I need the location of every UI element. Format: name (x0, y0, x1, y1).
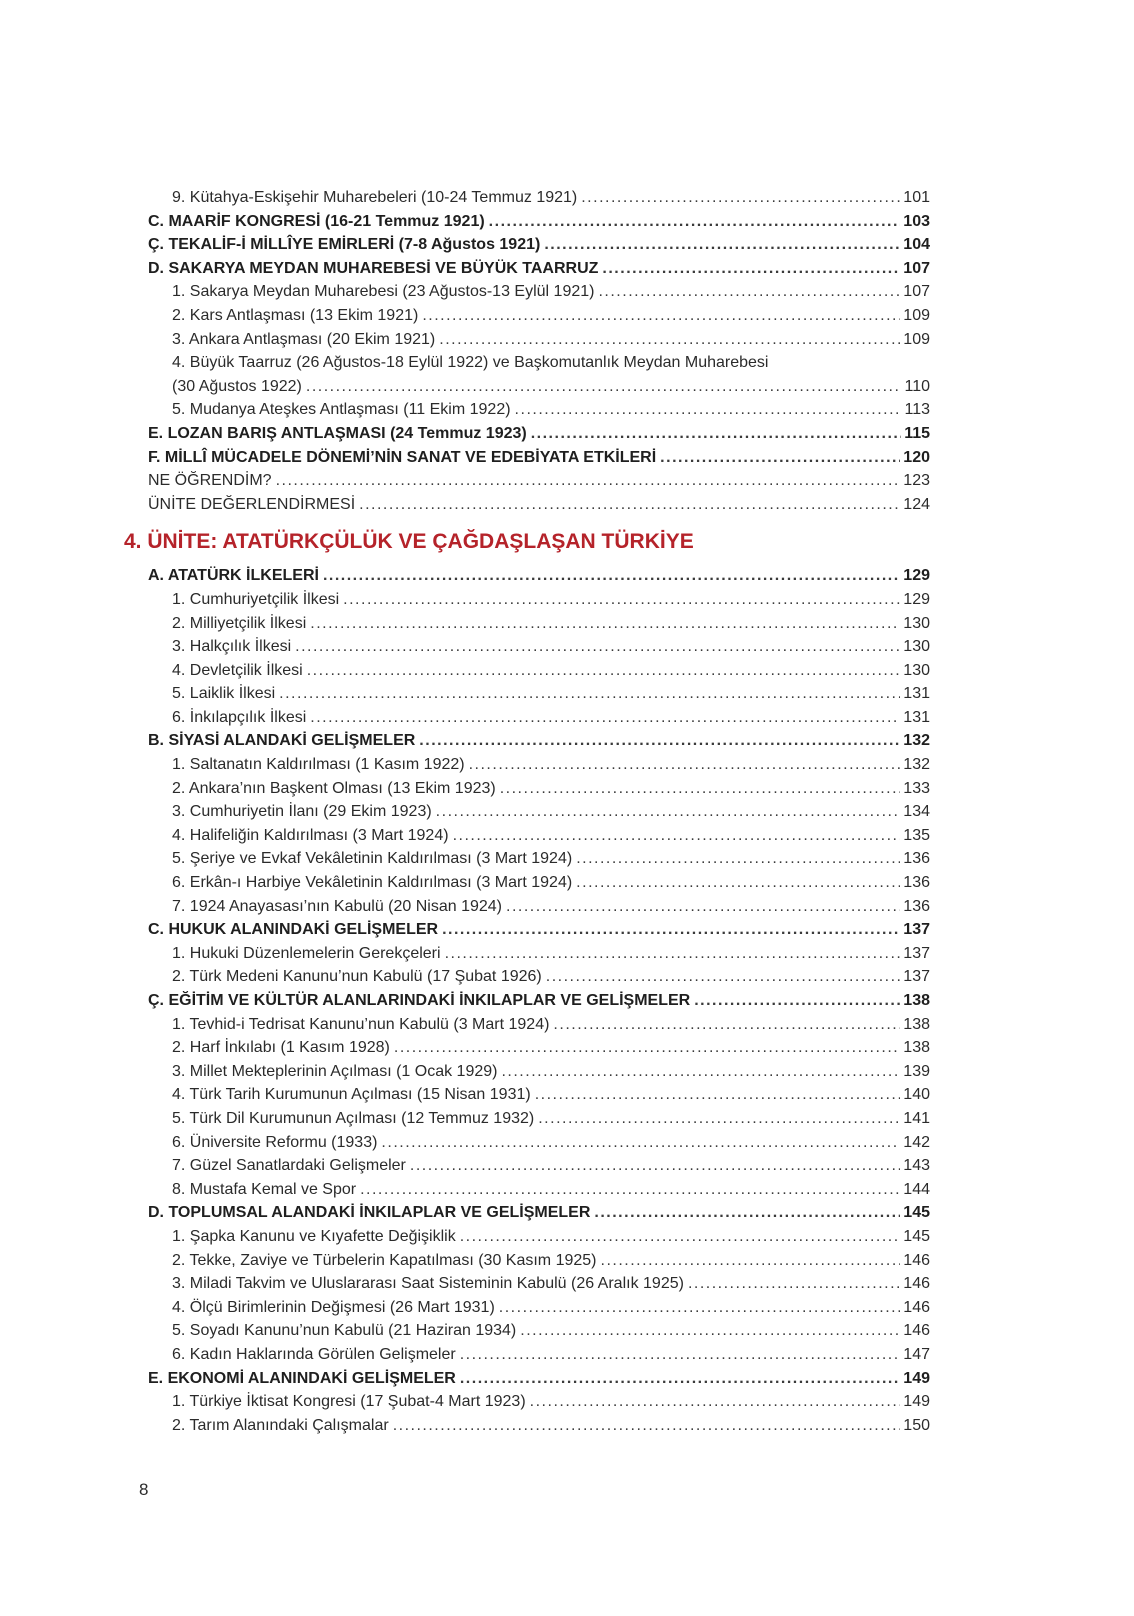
dot-leader (460, 1367, 900, 1391)
toc-entry-title: 1. Türkiye İktisat Kongresi (17 Şubat-4 Mart 1923) (172, 1393, 526, 1411)
toc-entry-page: 143 (903, 1157, 930, 1175)
toc-entry-page: 141 (903, 1109, 930, 1127)
toc-entry-page: 130 (903, 638, 930, 656)
dot-leader (276, 469, 901, 493)
toc-entry-page: 138 (903, 1039, 930, 1057)
toc-entry (124, 942, 930, 966)
toc-entry-title: 1. Tevhid-i Tedrisat Kanunu’nun Kabulü (3 Mart 1924) (172, 1015, 550, 1033)
toc-entry-title: 5. Şeriye ve Evkaf Vekâletinin Kaldırılması (3 Mart 1924) (172, 850, 573, 868)
toc-entry-title: Ç. EĞİTİM VE KÜLTÜR ALANLARINDAKİ İNKILAPLAR VE GELİŞMELER (148, 992, 691, 1009)
toc-entry (124, 895, 930, 919)
toc-entry (124, 375, 930, 399)
dot-leader (544, 233, 900, 257)
dot-leader (520, 1319, 900, 1343)
toc-entry-page: 115 (904, 424, 930, 442)
dot-leader (594, 1201, 900, 1225)
toc-entry-title: C. HUKUK ALANINDAKİ GELİŞMELER (148, 921, 439, 939)
toc-entry-page: 124 (903, 495, 930, 513)
dot-leader (393, 1414, 901, 1438)
toc-entry (124, 753, 930, 777)
toc-entry-title: B. SİYASİ ALANDAKİ GELİŞMELER (148, 732, 416, 750)
toc-entry (124, 233, 930, 257)
toc-entry (124, 1036, 930, 1060)
dot-leader (489, 210, 901, 234)
dot-leader (576, 847, 900, 871)
toc-entry-title: 9. Kütahya-Eskişehir Muharebeleri (10-24 Temmuz 1921) (172, 189, 578, 206)
toc-entry (124, 1319, 930, 1343)
toc-entry-page: 107 (903, 283, 930, 301)
dot-leader (660, 446, 900, 470)
toc-entry-page: 136 (903, 897, 930, 915)
toc-entry-page: 137 (903, 944, 930, 962)
toc-entry (124, 1414, 930, 1438)
toc-entry-title: E. LOZAN BARIŞ ANTLAŞMASI (24 Temmuz 1923) (148, 424, 527, 442)
dot-leader (460, 1225, 901, 1249)
toc-entry-page: 107 (903, 259, 930, 277)
dot-leader (439, 328, 900, 352)
toc-entry-page: 132 (903, 756, 930, 774)
toc-entry-title: 3. Halkçılık İlkesi (172, 638, 292, 656)
toc-entry-title: 3. Miladi Takvim ve Uluslararası Saat Sisteminin Kabulü (26 Aralık 1925) (172, 1275, 684, 1293)
toc-entry-title: 3. Cumhuriyetin İlanı (29 Ekim 1923) (172, 803, 432, 821)
dot-leader (307, 659, 901, 683)
toc-entry (124, 564, 930, 588)
toc-entry (124, 210, 930, 234)
toc-entry (124, 469, 930, 493)
toc-entry (124, 612, 930, 636)
toc-entry-title: C. MAARİF KONGRESİ (16-21 Temmuz 1921) (148, 212, 485, 230)
toc-entry (124, 800, 930, 824)
toc-entry (124, 446, 930, 470)
dot-leader (581, 186, 900, 210)
dot-leader (306, 375, 902, 399)
toc-entry (124, 1367, 930, 1391)
toc-entry-page: 131 (903, 708, 930, 726)
dot-leader (694, 989, 900, 1013)
dot-leader (381, 1131, 900, 1155)
toc-entry-page: 109 (903, 306, 930, 324)
toc-entry (124, 493, 930, 517)
toc-entry-title: ÜNİTE DEĞERLENDİRMESİ (148, 495, 356, 513)
dot-leader (469, 753, 901, 777)
toc-entry-title: 1. Saltanatın Kaldırılması (1 Kasım 1922) (172, 756, 465, 774)
toc-entry-page: 145 (903, 1204, 930, 1222)
toc-entry (124, 1225, 930, 1249)
dot-leader (436, 800, 901, 824)
dot-leader (279, 682, 900, 706)
toc-entry-title: 3. Ankara Antlaşması (20 Ekim 1921) (172, 330, 436, 348)
toc-entry-title: 1. Hukuki Düzenlemelerin Gerekçeleri (172, 944, 441, 962)
toc-entry-title: 8. Mustafa Kemal ve Spor (172, 1180, 357, 1198)
toc-entry (124, 682, 930, 706)
toc-entry-page: 109 (903, 330, 930, 348)
toc-entry (124, 659, 930, 683)
dot-leader (602, 257, 900, 281)
dot-leader (553, 1013, 900, 1037)
dot-leader (500, 777, 901, 801)
toc-entry-title: 4. Büyük Taarruz (26 Ağustos-18 Eylül 1922) ve Başkomutanlık Meydan Muharebesi (172, 354, 769, 372)
toc-entry-title: NE ÖĞRENDİM? (148, 472, 272, 490)
toc-entry-page: 131 (903, 685, 930, 703)
page-number: 8 (139, 1480, 149, 1499)
toc-entry-page: 123 (903, 472, 930, 490)
toc-entry-page: 136 (903, 850, 930, 868)
dot-leader (530, 1390, 901, 1414)
toc-entry-page: 137 (903, 968, 930, 986)
toc-entry-title: 6. Erkân-ı Harbiye Vekâletinin Kaldırılması (3 Mart 1924) (172, 874, 573, 892)
toc-entry-page: 101 (903, 189, 930, 206)
toc-entry (124, 1390, 930, 1414)
toc-entry-title: 2. Kars Antlaşması (13 Ekim 1921) (172, 306, 419, 324)
toc-entry-title: 2. Türk Medeni Kanunu’nun Kabulü (17 Şubat 1926) (172, 968, 542, 986)
toc-entry-page: 147 (903, 1345, 930, 1363)
toc-entry-page: 139 (903, 1062, 930, 1080)
toc-entry-title: 2. Tekke, Zaviye ve Türbelerin Kapatılması (30 Kasım 1925) (172, 1251, 597, 1269)
toc-entry (124, 588, 930, 612)
toc-entry-page: 133 (903, 779, 930, 797)
toc-entry (124, 1060, 930, 1084)
toc-entry-page: 130 (903, 661, 930, 679)
toc-entry (124, 1131, 930, 1155)
toc-entry (124, 1201, 930, 1225)
toc-entry-page: 150 (903, 1416, 930, 1434)
toc-entry-title: 1. Cumhuriyetçilik İlkesi (172, 590, 340, 608)
toc-entry-title: 5. Mudanya Ateşkes Antlaşması (11 Ekim 1922) (172, 401, 511, 419)
dot-leader (360, 1178, 900, 1202)
toc-entry (124, 1296, 930, 1320)
toc-entry-title: 4. Halifeliğin Kaldırılması (3 Mart 1924) (172, 826, 449, 844)
toc-entry (124, 918, 930, 942)
toc-entry-title: D. SAKARYA MEYDAN MUHAREBESİ VE BÜYÜK TAARRUZ (148, 259, 599, 277)
toc-entry-title: 4. Devletçilik İlkesi (172, 661, 303, 679)
toc-entry-page: 149 (903, 1369, 930, 1387)
dot-leader (576, 871, 900, 895)
toc-entry-title: 3. Millet Mekteplerinin Açılması (1 Ocak 1929) (172, 1062, 498, 1080)
toc-entry (124, 280, 930, 304)
toc-entry (124, 1083, 930, 1107)
toc-entry (124, 257, 930, 281)
toc-entry-title: (30 Ağustos 1922) (172, 377, 302, 395)
toc-entry (124, 422, 930, 446)
dot-leader (359, 493, 900, 517)
toc-entry-page: 146 (903, 1275, 930, 1293)
toc-entry-page: 138 (903, 992, 930, 1009)
dot-leader (460, 1343, 901, 1367)
dot-leader (419, 729, 900, 753)
toc-entry-page: 130 (903, 614, 930, 632)
toc-entry-page: 145 (903, 1227, 930, 1245)
dot-leader (688, 1272, 900, 1296)
toc-entry-title: 2. Ankara’nın Başkent Olması (13 Ekim 1923) (172, 779, 496, 797)
toc-entry-page: 146 (903, 1251, 930, 1269)
toc-entry (124, 1343, 930, 1367)
dot-leader (506, 895, 900, 919)
toc-entry (124, 965, 930, 989)
toc-entry-title: 4. Türk Tarih Kurumunun Açılması (15 Nisan 1931) (172, 1086, 531, 1104)
toc-entry-title: 5. Türk Dil Kurumunun Açılması (12 Temmuz 1932) (172, 1109, 535, 1127)
toc-entry-title: 5. Laiklik İlkesi (172, 685, 276, 703)
toc-entry-title: 1. Sakarya Meydan Muharebesi (23 Ağustos-13 Eylül 1921) (172, 283, 595, 301)
toc-list (124, 186, 930, 1437)
dot-leader (422, 304, 900, 328)
toc-entry-page: 113 (904, 401, 930, 419)
toc-entry (124, 398, 930, 422)
toc-entry (124, 1154, 930, 1178)
toc-entry-page: 146 (903, 1322, 930, 1340)
toc-entry (124, 351, 930, 375)
toc-entry-page: 129 (903, 590, 930, 608)
toc-entry (124, 729, 930, 753)
dot-leader (323, 564, 900, 588)
toc-entry-title: D. TOPLUMSAL ALANDAKİ İNKILAPLAR VE GELİŞMELER (148, 1204, 591, 1222)
toc-entry-title: 6. Üniversite Reformu (1933) (172, 1133, 378, 1151)
toc-entry (124, 989, 930, 1013)
dot-leader (343, 588, 900, 612)
toc-entry-title: 1. Şapka Kanunu ve Kıyafette Değişiklik (172, 1227, 456, 1245)
toc-entry-page: 129 (903, 567, 930, 585)
toc-entry-page: 110 (904, 377, 930, 395)
toc-entry-page: 120 (903, 448, 930, 466)
toc-entry-title: 2. Tarım Alanındaki Çalışmalar (172, 1416, 389, 1434)
dot-leader (598, 280, 900, 304)
dot-leader (531, 422, 901, 446)
unit-heading: 4. ÜNİTE: ATATÜRKÇÜLÜK VE ÇAĞDAŞLAŞAN TÜRKİYE (124, 530, 694, 554)
dot-leader (546, 965, 901, 989)
toc-entry-page: 137 (903, 921, 930, 939)
dot-leader (310, 706, 900, 730)
toc-entry-page: 136 (903, 874, 930, 892)
toc-entry-page: 103 (903, 212, 930, 230)
toc-entry-page: 134 (903, 803, 930, 821)
toc-entry-title: 6. Kadın Haklarında Görülen Gelişmeler (172, 1345, 456, 1363)
dot-leader (515, 398, 902, 422)
toc-entry-title: A. ATATÜRK İLKELERİ (148, 567, 319, 585)
toc-entry (124, 871, 930, 895)
dot-leader (310, 612, 900, 636)
dot-leader (499, 1296, 901, 1320)
toc-entry-page: 144 (903, 1180, 930, 1198)
toc-entry (124, 1272, 930, 1296)
dot-leader (410, 1154, 900, 1178)
toc-entry (124, 635, 930, 659)
toc-entry-page: 146 (903, 1298, 930, 1316)
dot-leader (535, 1083, 901, 1107)
toc-entry (124, 1178, 930, 1202)
toc-entry (124, 1107, 930, 1131)
toc-entry-title: 2. Milliyetçilik İlkesi (172, 614, 307, 632)
dot-leader (538, 1107, 900, 1131)
toc-entry-title: E. EKONOMİ ALANINDAKİ GELİŞMELER (148, 1369, 456, 1387)
toc-entry (124, 1013, 930, 1037)
dot-leader (442, 918, 900, 942)
toc-entry (124, 186, 930, 210)
toc-entry-title: 7. Güzel Sanatlardaki Gelişmeler (172, 1157, 406, 1175)
dot-leader (295, 635, 900, 659)
toc-entry-page: 135 (903, 826, 930, 844)
dot-leader (394, 1036, 900, 1060)
dot-leader (453, 824, 901, 848)
dot-leader (445, 942, 901, 966)
toc-entry (124, 777, 930, 801)
toc-entry (124, 328, 930, 352)
toc-entry (124, 706, 930, 730)
toc-entry-page: 149 (903, 1393, 930, 1411)
toc-entry-page: 104 (903, 236, 930, 254)
toc-entry (124, 304, 930, 328)
toc-entry-page: 132 (903, 732, 930, 750)
toc-entry-title: 7. 1924 Anayasası’nın Kabulü (20 Nisan 1924) (172, 897, 503, 915)
dot-leader (501, 1060, 900, 1084)
toc-entry (124, 824, 930, 848)
toc-entry-title: F. MİLLÎ MÜCADELE DÖNEMİ’NİN SANAT VE EDEBİYATA ETKİLERİ (148, 448, 657, 466)
toc-entry (124, 847, 930, 871)
toc-entry-page: 138 (903, 1015, 930, 1033)
toc-entry-title: 4. Ölçü Birimlerinin Değişmesi (26 Mart 1931) (172, 1298, 495, 1316)
toc-entry-title: 2. Harf İnkılabı (1 Kasım 1928) (172, 1039, 390, 1057)
toc-entry-title: 6. İnkılapçılık İlkesi (172, 708, 307, 726)
toc-entry-page: 140 (903, 1086, 930, 1104)
toc-entry-title: Ç. TEKALİF-İ MİLLÎYE EMİRLERİ (7-8 Ağustos 1921) (148, 236, 541, 254)
toc-entry-page: 142 (903, 1133, 930, 1151)
toc-entry (124, 1249, 930, 1273)
dot-leader (601, 1249, 901, 1273)
toc-entry-title: 5. Soyadı Kanunu’nun Kabulü (21 Haziran 1934) (172, 1322, 517, 1340)
